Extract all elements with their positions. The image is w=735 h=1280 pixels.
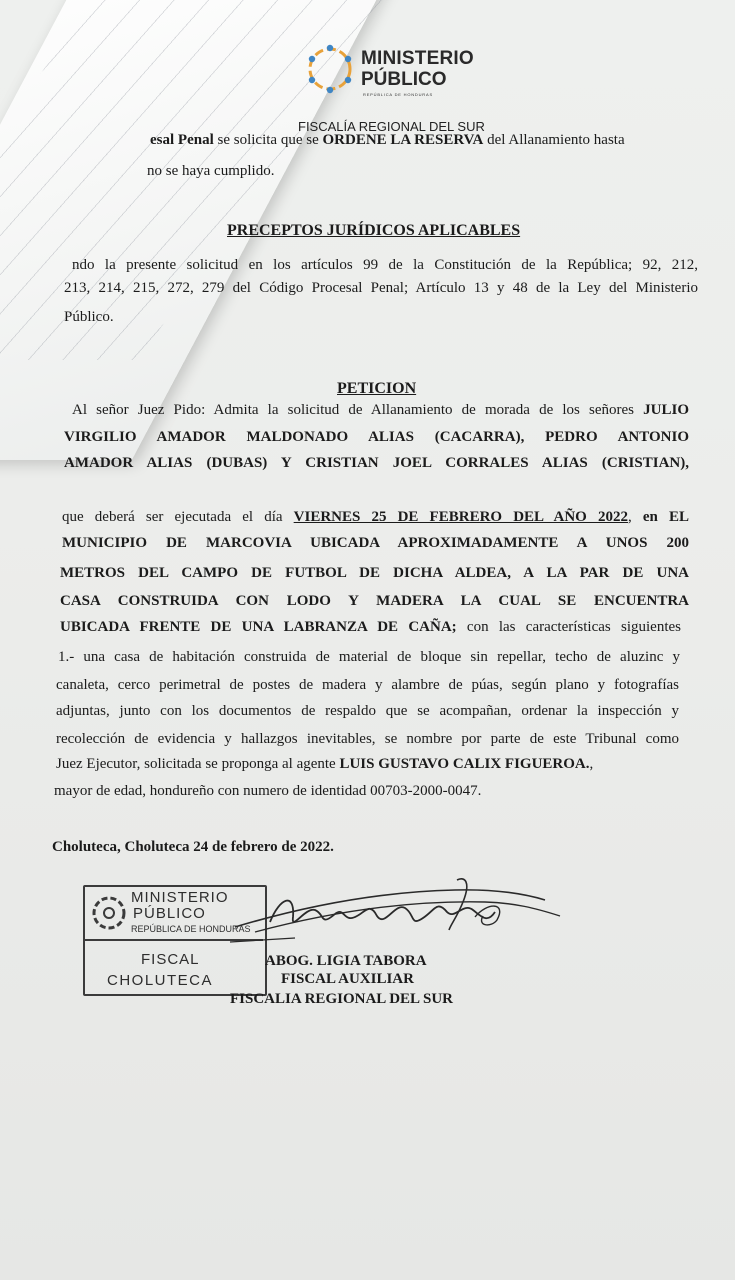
peticion-l8-text: con las características siguientes [456, 619, 681, 635]
peticion-line-10: canaleta, cerco perimetral de postes de madera y alambre de púas, según plano y fotografías [56, 677, 679, 693]
stamp-text-ministerio: MINISTERIO [131, 889, 229, 906]
logo-text-ministerio: MINISTERIO [361, 48, 474, 69]
signer-title: FISCAL AUXILIAR [281, 971, 414, 987]
peticion-l4-comma: , [627, 509, 643, 525]
logo-text-publico: PÚBLICO [361, 69, 447, 90]
peticion-line-2: VIRGILIO AMADOR MALDONADO ALIAS (CACARRA), PEDRO ANTONIO [64, 429, 689, 445]
peticion-line-7: CASA CONSTRUIDA CON LODO Y MADERA LA CUAL SE ENCUENTRA [60, 593, 689, 609]
stamp-text-fiscal: FISCAL [141, 951, 200, 968]
peticion-l4-date: VIERNES 25 DE FEBRERO DEL AÑO 2022 [293, 509, 628, 525]
peticion-line-1 [72, 401, 689, 419]
ministerio-publico-logo [303, 42, 478, 102]
logo-emblem-icon [303, 42, 357, 96]
peticion-line-9: 1.- una casa de habitación construida de material de bloque sin repellar, techo de aluzinc y [58, 649, 680, 665]
signer-office: FISCALIA REGIONAL DEL SUR [230, 991, 453, 1007]
peticion-heading: PETICION [337, 380, 417, 397]
intro-text-c: ORDENE LA RESERVA [322, 132, 484, 148]
peticion-l4-en-el: en EL [642, 509, 690, 525]
peticion-l13-comma: , [589, 756, 594, 772]
peticion-line-4 [62, 508, 689, 526]
preceptos-line-2: 213, 214, 215, 272, 279 del Código Procesal Penal; Artículo 13 y 48 de la Ley del Ministerio [64, 280, 698, 296]
peticion-line-13 [56, 755, 593, 773]
stamp-text-choluteca: CHOLUTECA [107, 972, 214, 989]
logo-text-republica: REPÚBLICA DE HONDURAS [363, 92, 433, 97]
preceptos-line-3: Público. [64, 309, 114, 325]
stamp-text-publico: PÚBLICO [133, 905, 206, 922]
peticion-line-11: adjuntas, junto con los documentos de respaldo que se acompañan, ordenar la inspección y [56, 703, 679, 719]
peticion-line-6: METROS DEL CAMPO DE FUTBOL DE DICHA ALDEA, A LA PAR DE UNA [60, 565, 689, 581]
intro-line-1 [150, 131, 625, 149]
intro-text-b: se solicita que se [213, 132, 323, 148]
peticion-line-12: recolección de evidencia y hallazgos inevitables, se nombre por parte de este Tribunal como [56, 731, 679, 747]
stamp-text-republica: REPÚBLICA DE HONDURAS [131, 924, 251, 934]
peticion-line-3: AMADOR ALIAS (DUBAS) Y CRISTIAN JOEL CORRALES ALIAS (CRISTIAN), [64, 455, 689, 471]
peticion-line-5: MUNICIPIO DE MARCOVIA UBICADA APROXIMADAMENTE A UNOS 200 [62, 535, 689, 551]
preceptos-heading: PRECEPTOS JURÍDICOS APLICABLES [227, 222, 521, 239]
peticion-line-14: mayor de edad, hondureño con numero de identidad 00703-2000-0047. [54, 783, 482, 799]
peticion-line-8 [60, 618, 681, 636]
intro-line-2: no se haya cumplido. [147, 163, 275, 179]
header-office-name: FISCALÍA REGIONAL DEL SUR [298, 119, 485, 134]
peticion-l8-location: UBICADA FRENTE DE UNA LABRANZA DE CAÑA; [60, 619, 457, 635]
intro-text-d: del Allanamiento hasta [483, 132, 625, 148]
peticion-l13-text: Juez Ejecutor, solicitada se proponga al agente [56, 756, 340, 772]
peticion-l13-agent: LUIS GUSTAVO CALIX FIGUEROA. [339, 756, 590, 772]
peticion-l1-text: Al señor Juez Pido: Admita la solicitud de Allanamiento de morada de los señores [72, 402, 644, 418]
intro-text-a: esal Penal [150, 132, 214, 148]
place-date: Choluteca, Choluteca 24 de febrero de 2022. [52, 839, 334, 855]
peticion-l1-name: JULIO [643, 402, 689, 418]
peticion-l4-text: que deberá ser ejecutada el día [62, 509, 294, 525]
stamp-seal-icon [91, 895, 127, 931]
handwritten-signature [225, 872, 565, 952]
signer-name: ABOG. LIGIA TABORA [265, 953, 427, 969]
preceptos-line-1: ndo la presente solicitud en los artículos 99 de la Constitución de la República; 92, 212, [72, 257, 698, 273]
